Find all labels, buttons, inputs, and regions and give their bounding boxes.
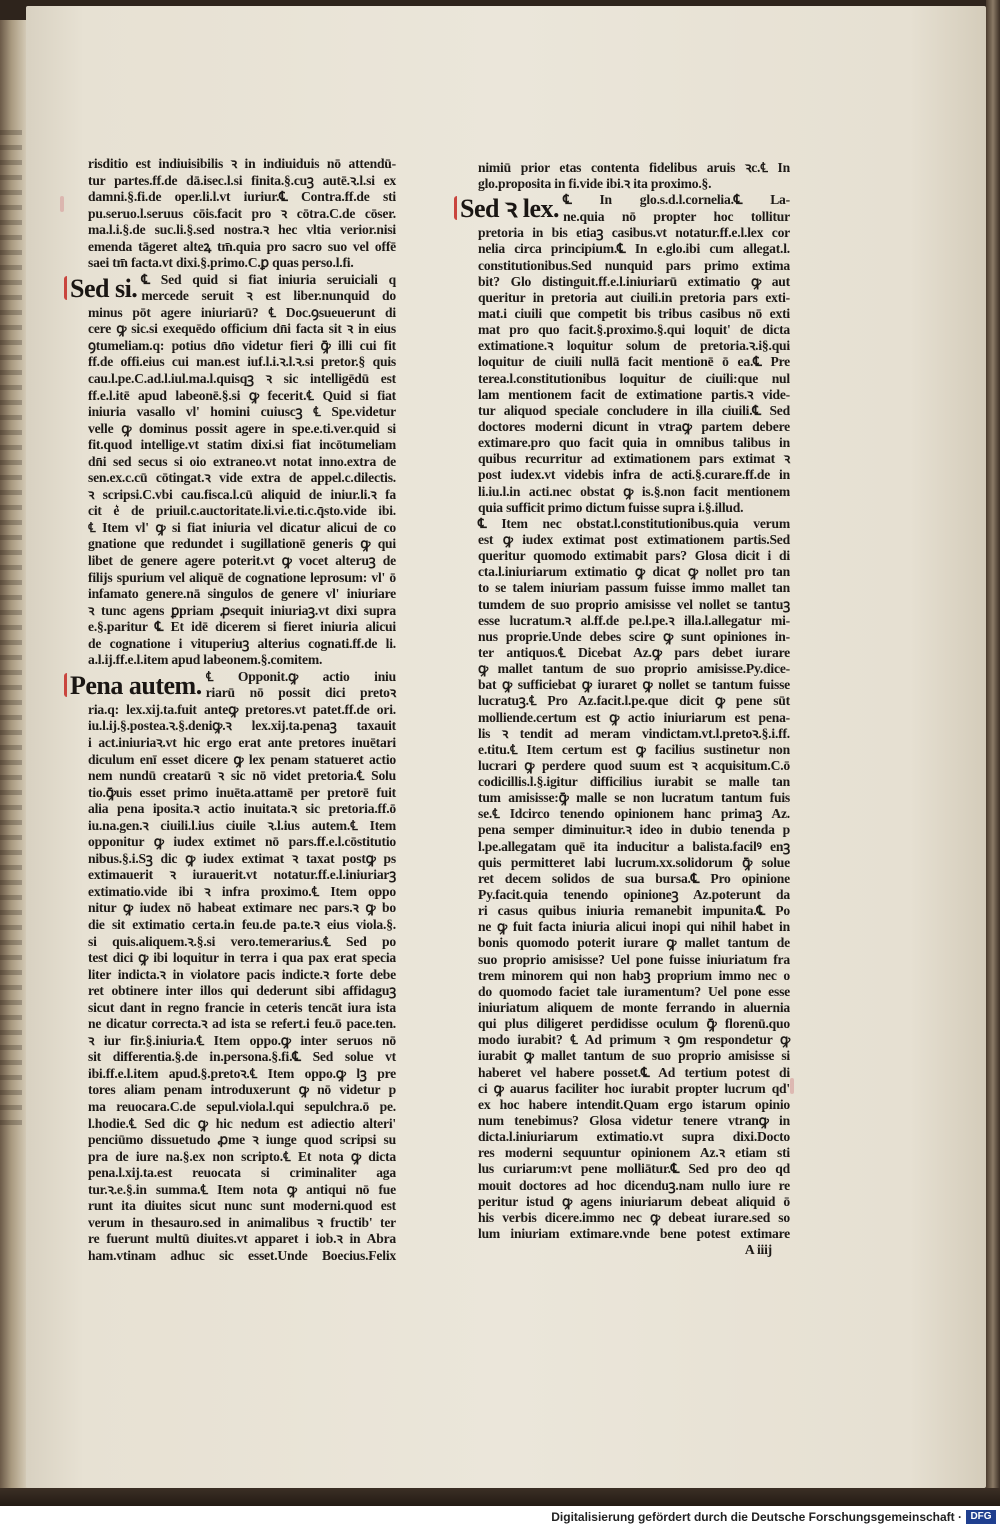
text-line: e.§.paritur ℄ Et idē dicerem si fieret iniuria alicui [88,619,396,635]
text-line: ꝛ tunc agens ꝑpriam ꝓsequit iniuriaꝫ.vt dixi supra [88,602,396,618]
text-line: si quis.aliquem.ꝛ.§.si vero.temerarius.℄ Sed po [88,933,396,949]
text-line: cit e͛ de priuil.c.auctoritate.li.vi.e.ti.c.q̄sto.vide ibi. [88,503,396,519]
text-line: lus curiarum:vt pene molliātur.℄ Sed pro deo qd [478,1161,790,1177]
text-line: pena semper diminuitur.ꝛ ideo in dubio tenenda p [478,822,790,838]
text-line: sicut dant in regno francie in ceteris tencāt iura ista [88,999,396,1015]
book-edge [986,0,1000,1500]
text-line: penciūmo dissuetudo ꝓme ꝛ iunge quod scripsi su [88,1132,396,1148]
text-line: lam mentionem facit de extimatione partis.ꝛ vide- [478,386,790,402]
text-line: e.titu.℄ Item certum est ꝙ facilius sustinetur non [478,741,790,757]
text-line: ℄ Opponit.ꝙ actio iniu [205,668,396,684]
text-line: iniuriatum aliquem de monte ferrando in aluernia [478,1000,790,1016]
text-line: velle ꝙ dominus possit agere in spe.e.ti.ver.quid si [88,420,396,436]
text-line: l.hodie.℄ Sed dic ꝙ hic nedum est adiectio alteri' [88,1115,396,1131]
text-line: extimauerit ꝛ iurauerit.vt notatur.ff.e.l.iniuriarꝫ [88,867,396,883]
text-line: nelia circa principium.℄ In e.glo.ibi cum allegat.l. [478,241,790,257]
text-line: bit? Glo distinguit.ff.e.l.iniuriarū extimatio ꝙ aut [478,273,790,289]
text-line: mat.i ciuili que competit bis tribus casibus nō exti [478,305,790,321]
text-line: tio.ꝙ̄uis esset primo inuēta.attamē per pretorē fuit [88,784,396,800]
text-line: pretoria in bis etiaꝫ casibus.vt notatur.ff.e.l.lex cor [478,225,790,241]
text-line: trem minorem qui non habꝫ proprium immo nec o [478,967,790,983]
text-line: iu.na.gen.ꝛ ciuili.l.ius ciuile ꝛ.l.ius autem.℄ Item [88,817,396,833]
text-line: diculum enī esset dicere ꝙ lex penam statueret actio [88,751,396,767]
text-line: tum amisisse:ꝙ̄ malle se non lucratum tantum fuis [478,790,790,806]
text-line: nus proprie.Unde debes scire ꝙ sunt opiniones in- [478,628,790,644]
text-line: nem nundū creatarū ꝛ sic nō videt pretoria.℄ Solu [88,768,396,784]
text-line: ꝯtumeliam.q: potius dn̄o videtur fieri ꝙ̄ illi cui fit [88,337,396,353]
text-line: libet de genere agere poterit.vt ꝙ vocet alteruꝫ de [88,553,396,569]
text-line: pra de iure na.§.ex non scripto.℄ Et nota ꝙ dicta [88,1148,396,1164]
text-line: liter indicta.ꝛ in violatore pacis indicte.ꝛ forte debe [88,966,396,982]
text-line: extimatio.vide ibi ꝛ infra proximo.℄ Item oppo [88,883,396,899]
text-line: tores aliam penam introduxerunt ꝙ nō videtur p [88,1082,396,1098]
text-line: queritur in pretoria aut ciuili.in pretoria pars exti- [478,289,790,305]
text-line: qui plus diligeret perdidisse oculum ꝙ̄ florenū.quo [478,1016,790,1032]
text-line: esse lucratum.ꝛ al.ff.de pe.l.pe.ꝛ illa.l.allegatur mi- [478,612,790,628]
text-line: nitur ꝙ iudex nō habeat extimare nec pars.ꝛ ꝙ bo [88,900,396,916]
text-line: bonis quomodo poterit iurare ꝙ mallet tantum de [478,935,790,951]
text-line: queritur quomodo extimabit pars? Glosa dicit i di [478,548,790,564]
text-line: lum iniuriam extimare.vnde bene potest extimare [478,1226,790,1241]
text-line: damni.§.fi.de oper.li.l.vt iuriur.℄ Contra.ff.de sti [88,189,396,205]
text-line: sit differentia.§.de in.persona.§.fi.℄ Sed solue vt [88,1049,396,1065]
scan-bottom-edge [0,1488,1000,1506]
text-line: ℄ Item vl' ꝙ si fiat iniuria vel dicatur alicui de co [88,519,396,535]
text-line: opponitur ꝙ iudex extimet nō pars.ff.e.l.cōstitutio [88,834,396,850]
left-column [70,156,396,1264]
text-line: gnatione que redundet i sugillationē generis ꝙ qui [88,536,396,552]
text-line: peritur istud ꝙ agens iniuriarum debeat aliquid ō [478,1193,790,1209]
initial-text: Sed si. [70,273,138,303]
text-line: num tenebimus? Glosa videtur tenere vtranꝙ in [478,1113,790,1129]
heading-lines [141,272,396,305]
rubricated-initial [64,272,141,305]
text-line: extimatione.ꝛ loquitur solum de pretoria.ꝛ.i§.qui [478,338,790,354]
text-line: glo.proposita in fi.vide ibi.ꝛ ita proximo.§. [478,176,712,192]
text-line: ci ꝙ auarus faciliter hoc iurabit propter lucrum qd' [478,1080,790,1096]
text-line: dn̄i sed secus si oio extraneo.vt notat inno.extra de [88,453,396,469]
text-line: ex hoc habere intendit.Quam ergo istarum opinio [478,1096,790,1112]
red-rubric-stroke [454,196,461,220]
text-line: haberet vel habere posset.℄ Ad tertium potest di [478,1064,790,1080]
text-line: ter antiquos.℄ Dicebat Az.ꝙ pars debet iurare [478,644,790,660]
text-line: ꝛ scripsi.C.vbi cau.fisca.l.cū aliquid de iniur.li.ꝛ fa [88,486,396,502]
text-line: l.pe.allegatam quē ita inducitur a balista.facilꝰ enꝫ [478,838,790,854]
text-line: lis ꝛ tendit ad meram vindictam.vt.l.pretoꝛ.§.i.ff. [478,725,790,741]
text-line: i act.iniuriaꝛ.vt hic ergo erat ante pretores inuētari [88,734,396,750]
red-rubric-stroke [64,276,71,300]
text-line: post iudex.vt videbis infra de acti.§.curare.ff.de in [478,467,790,483]
text-line: Py.facit.quia tenendo opinioneꝫ Az.poterunt da [478,887,790,903]
section-heading [454,192,790,225]
rubric-mark [790,1078,794,1094]
text-line: molliende.certum est ꝙ actio iniuriarum est pena- [478,709,790,725]
text-line: mouit doctores ad hoc dicenduꝫ.nam nullo iure re [478,1177,790,1193]
text-line: quis permitteret labi lucrum.xx.solidorum ꝙ̄ solue [478,854,790,870]
heading-lines [563,192,790,225]
funding-credit: Digitalisierung gefördert durch die Deutsche Forschungsgemeinschaft · [551,1510,962,1524]
text-line: res moderni sequuntur opinionem Az.ꝛ etiam sti [478,1145,790,1161]
text-line: ℄ In glo.s.d.l.cornelia.℄ La- [563,192,790,208]
text-line: iu.l.ij.§.postea.ꝛ.§.deniꝙ.ꝛ lex.xij.ta.penaꝫ taxauit [88,718,396,734]
text-line: ham.vtinam adhuc sic esset.Unde Boecius.Felix [88,1247,396,1263]
text-line: de cognatione i vituperiuꝫ alterius cognati.ff.de li. [88,635,396,651]
text-line: mercede seruit ꝛ est liber.nunquid do [141,288,396,304]
text-line: infamato genere.nā singulos de genere vl' iniuriare [88,586,396,602]
text-line: terea.l.constitutionibus loquitur de ciuili:que nul [478,370,790,386]
text-line: saei tm̄ facta.vt dixi.§.primo.C.ꝑ quas perso.l.fi. [88,255,354,271]
text-line: lucrari ꝙ perdere quod suum est ꝛ acquisitum.C.ō [478,757,790,773]
rubric-mark [60,196,64,212]
text-line: ꝛ iur fir.§.iniuria.℄ Item oppo.ꝙ inter seruos nō [88,1032,396,1048]
section-heading [64,669,396,702]
text-line: dicta.l.iniuriarum extimatio.vt supra dixi.Docto [478,1129,790,1145]
text-line: tumdem de suo proprio amisisse vel nollet se tantuꝫ [478,596,790,612]
text-line: modo iurabit? ℄ Ad primum ꝛ ꝯm respondetur ꝙ [478,1032,790,1048]
text-line: ret decem solidos de sua bursa.℄ Pro opinione [478,870,790,886]
text-line: do quomodo faciet tale iuramentum? Uel pone esse [478,983,790,999]
text-line: ria.q: lex.xij.ta.fuit anteꝙ pretores.vt patet.ff.de ori. [88,701,396,717]
text-line: pu.seruo.l.seruus cōis.facit pro ꝛ cōtra.C.de cōser. [88,205,396,221]
text-line: nimiū prior etas contenta fidelibus aruis ꝛc.℄ In [478,160,790,175]
text-line: se.℄ Idcirco tenendo opinionem hanc primaꝫ Az. [478,806,790,822]
text-line: fit.quod intellige.vt statim dixi.si fiat incōtumeliam [88,437,396,453]
text-line: a.l.ij.ff.e.l.item apud labeonem.§.comitem. [88,652,323,668]
text-line: iurabit ꝙ mallet tantum de suo proprio amisisse si [478,1048,790,1064]
text-line: alia pena iposita.ꝛ actio inuitata.ꝛ sic pretoria.ff.ō [88,801,396,817]
section-heading [64,272,396,305]
text-line: ri casus quibus iniuria remanebit impunita.℄ Po [478,903,790,919]
text-line: ff.de offi.eius cui man.est iuf.l.i.ꝛ.l.ꝛ.si pretor.§ quis [88,354,396,370]
text-line: to se talem iniuriam passum fuisse immo mallet tan [478,580,790,596]
text-line: cta.l.iniuriarum extimatio ꝙ dicat ꝙ nollet pro tan [478,564,790,580]
text-line: die sit extimatio certa.in feu.de pa.te.ꝛ eius viola.§. [88,916,396,932]
right-column [460,160,790,1258]
text-line: codicillis.l.§.igitur difficilius iurabit se malle tan [478,774,790,790]
initial-text: Pena autem. [70,670,202,700]
text-line: verum in thesauro.sed in animalibus ꝛ fructib' ter [88,1214,396,1230]
text-line: riarū nō possit dici pretoꝛ [205,685,396,701]
text-line: bat ꝙ sufficiebat ꝙ iuraret ꝙ nollet se tantum fuisse [478,677,790,693]
text-line: tur aliquod speciale concludere in illa ciuili.℄ Sed [478,402,790,418]
text-line: ℄ Sed quid si fiat iniuria seruiciali q [141,271,396,287]
text-line: ma reuocara.C.de sepul.viola.l.qui sepulchra.ō pe. [88,1098,396,1114]
text-line: ℄ Item nec obstat.l.constitutionibus.quia verum [478,515,790,531]
text-line: ne ꝙ fuit facta iniuria alicui inopi qui nihil habet in [478,919,790,935]
dfg-logo: DFG [966,1510,996,1524]
initial-text: Sed ꝛ lex. [460,194,560,224]
text-line: re fuerunt multū diuites.vt apparet i iob.ꝛ in Abra [88,1231,396,1247]
text-line: his verbis dicere.immo nec ꝙ debeat iurare.sed so [478,1209,790,1225]
text-line: cau.l.pe.C.ad.l.iul.ma.l.quisqꝫ ꝛ sic intelligēdū est [88,371,396,387]
text-line: cere ꝙ sic.si exequēdo officium dn̄i facta sit ꝛ in eius [88,321,396,337]
footer [0,1506,1000,1528]
previous-page-text [0,130,22,1130]
text-line: li.iu.l.in acti.nec obstat ꝙ is.§.non facit mentionem [478,483,790,499]
text-line: filijs spurium vel aliquē de cognatione leprosum: vl' ō [88,569,396,585]
text-line: ma.l.i.§.de suc.li.§.sed nostra.ꝛ hec vltia verior.nisi [88,222,396,238]
text-line: iniuria vasallo vl' homini cuiuscꝫ ℄ Spe.videtur [88,404,396,420]
text-line: quibus recurritur ad extimationem pars extimat ꝛ [478,451,790,467]
text-line: tur.ꝛ.e.§.in summa.℄ Item nota ꝙ antiqui nō fue [88,1181,396,1197]
text-line: loquitur de ciuili nullā facit mentionē ō ea.℄ Pre [478,354,790,370]
signature-mark: A iiij [744,1242,772,1258]
text-line: minus pōt agere iniuriarū? ℄ Doc.ꝯsueuerunt di [88,304,396,320]
red-rubric-stroke [64,673,71,697]
text-line: lucratuꝫ.℄ Pro Az.facit.l.pe.que dicit ꝙ pene sūt [478,693,790,709]
text-line: doctores moderni dicunt in vtraꝙ partem debere [478,418,790,434]
text-line: runt ita diuites sicut nunc sunt moderni.quod est [88,1198,396,1214]
heading-lines [206,669,396,702]
text-line: pena.l.xij.ta.est reuocata si criminaliter aga [88,1165,396,1181]
rubricated-initial [454,192,563,225]
text-line: ret obtinere inter illos qui dederunt sibi affidaguꝫ [88,983,396,999]
text-line: nibus.§.i.Sꝫ dic ꝙ iudex extimat ꝛ taxat postꝙ ps [88,850,396,866]
text-line: suo proprio amisisse? Uel pone fuisse iniuriatum fra [478,951,790,967]
previous-page-edge [0,20,28,1490]
text-line: ff.e.l.itē apud labeonē.§.si ꝙ fecerit.℄ Quid si fiat [88,387,396,403]
text-line: est ꝙ iudex extimat post extimationem partis.Sed [478,531,790,547]
text-line: quia sufficit primo dictum fuisse supra i.§.illud. [478,499,744,515]
text-line: constitutionibus.Sed nunquid pars primo extima [478,257,790,273]
text-line: ꝙ mallet tantum de suo proprio amisisse.Py.dice- [478,661,790,677]
text-line: tur partes.ff.de dā.isec.l.si finita.§.cuꝫ autē.ꝛ.l.si ex [88,172,396,188]
text-line: sen.ex.c.cū cōtingat.ꝛ vide extra de appel.c.dilectis. [88,470,396,486]
text-line: extimare.pro quo facit quia in omnibus talibus in [478,435,790,451]
text-line: test dici ꝙ ibi loquitur in terra i qua pax erat specia [88,950,396,966]
text-line: risditio est indiuisibilis ꝛ in indiuiduis nō attendū- [88,156,396,171]
text-line: emenda tāgeret alteꝝ tm̄.quia pro sacro suo vel offē [88,238,396,254]
rubricated-initial [64,669,206,702]
text-line: ne.quia nō propter hoc tollitur [563,208,790,224]
text-line: ne dicatur correcta.ꝛ ad ista se refert.i feu.ō pace.ten. [88,1016,396,1032]
text-line: mat pro quo facit.§.proximo.§.qui loquit' de dicta [478,322,790,338]
text-line: ibi.ff.e.l.item apud.§.pretoꝛ.℄ Item oppo.ꝙ lꝫ pre [88,1065,396,1081]
